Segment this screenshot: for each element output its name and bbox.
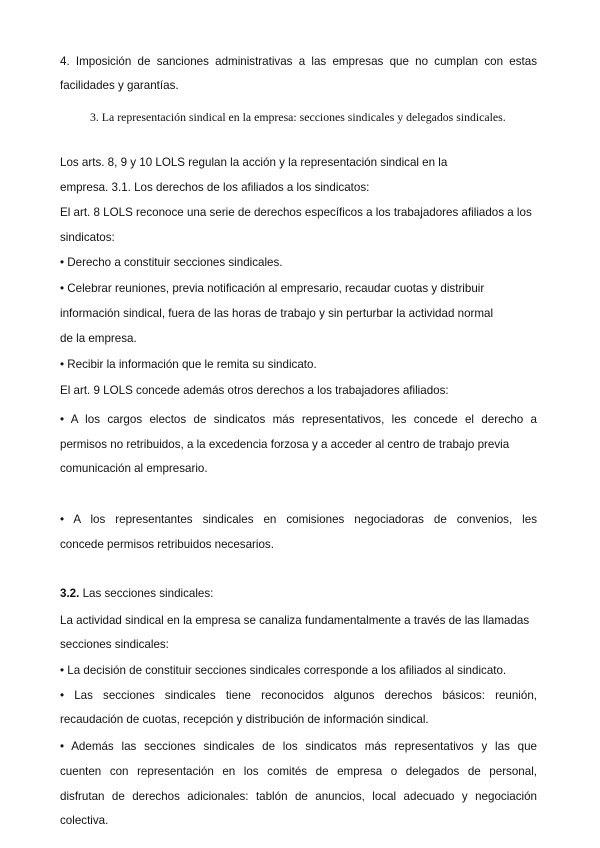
list-item-sanctions-cont: facilidades y garantías. bbox=[60, 79, 179, 92]
list-item: • Recibir la información que le remita su sindicato. bbox=[60, 358, 317, 371]
list-item: • Celebrar reuniones, previa notificación al empresario, recaudar cuotas y distribuir bbox=[60, 282, 485, 295]
list-item-cont: colectiva. bbox=[60, 814, 109, 827]
list-item-cont: de la empresa. bbox=[60, 332, 137, 345]
paragraph-line: La actividad sindical en la empresa se canaliza fundamentalmente a través de las llamadas bbox=[60, 614, 530, 627]
list-item-cont: comunicación al empresario. bbox=[60, 462, 208, 475]
paragraph-line: El art. 9 LOLS concede además otros derechos a los trabajadores afiliados: bbox=[60, 384, 449, 397]
list-item: • Además las secciones sindicales de los sindicatos más representativos y las que bbox=[60, 740, 537, 753]
subsection-heading bbox=[60, 586, 213, 602]
list-item-cont: cuenten con representación en los comités de empresa o delegados de personal, bbox=[60, 765, 537, 778]
list-item: • Las secciones sindicales tiene reconocidos algunos derechos básicos: reunión, bbox=[60, 689, 537, 702]
list-item: • La decisión de constituir secciones sindicales corresponde a los afiliados al sindicato. bbox=[60, 664, 507, 677]
list-item-cont: permisos no retribuidos, a la excedencia forzosa y a acceder al centro de trabajo previa bbox=[60, 438, 510, 451]
paragraph-line: empresa. 3.1. Los derechos de los afiliados a los sindicatos: bbox=[60, 181, 370, 194]
paragraph-line: Los arts. 8, 9 y 10 LOLS regulan la acción y la representación sindical en la bbox=[60, 156, 448, 169]
subsection-title: Las secciones sindicales: bbox=[79, 587, 214, 600]
paragraph-line: El art. 8 LOLS reconoce una serie de derechos específicos a los trabajadores afiliados a los bbox=[60, 206, 532, 219]
list-item-cont: recaudación de cuotas, recepción y distribución de información sindical. bbox=[60, 713, 429, 726]
paragraph-line: sindicatos: bbox=[60, 231, 115, 244]
paragraph-line: secciones sindicales: bbox=[60, 638, 169, 651]
list-item: • A los representantes sindicales en comisiones negociadoras de convenios, les bbox=[60, 513, 537, 526]
list-item: • Derecho a constituir secciones sindicales. bbox=[60, 256, 283, 269]
list-item-cont: información sindical, fuera de las horas de trabajo y sin perturbar la actividad normal bbox=[60, 307, 494, 320]
list-item: • A los cargos electos de sindicatos más representativos, les concede el derecho a bbox=[60, 413, 537, 426]
list-item-cont: concede permisos retribuidos necesarios. bbox=[60, 538, 274, 551]
list-item-cont: disfrutan de derechos adicionales: tablón de anuncios, local adecuado y negociación bbox=[60, 790, 537, 803]
subsection-number: 3.2. bbox=[60, 587, 80, 600]
list-item-sanctions: 4. Imposición de sanciones administrativas a las empresas que no cumplan con estas bbox=[60, 55, 537, 68]
section-heading: 3. La representación sindical en la empresa: secciones sindicales y delegados sindicales. bbox=[90, 110, 506, 124]
